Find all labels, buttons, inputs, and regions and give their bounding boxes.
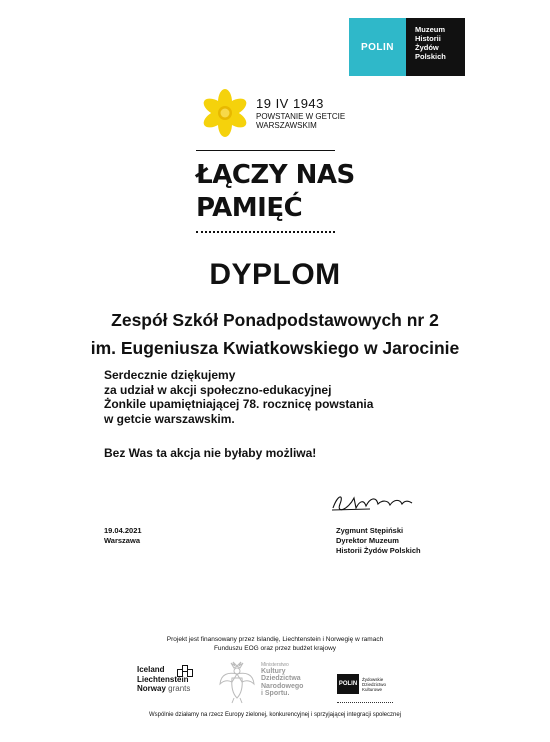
polin-heritage-logo [337, 669, 393, 699]
eea-line: Iceland [137, 665, 165, 674]
museum-name [406, 18, 465, 76]
heritage-line: Kulturowe [362, 686, 383, 692]
ministry-line: Kultury [261, 668, 286, 675]
eea-grants-suffix: grants [168, 684, 191, 693]
heritage-line: Żydowskie [362, 676, 384, 682]
eea-grid-icon [177, 665, 193, 677]
school-name-line-1: Zespół Szkół Ponadpodstawowych nr 2 [111, 310, 439, 330]
signer-name: Zygmunt Stępiński [336, 526, 404, 535]
event-line-2: WARSZAWSKIM [256, 121, 317, 130]
ministry-line: Dziedzictwa [261, 675, 301, 683]
signer-role: Dyrektor Muzeum [336, 536, 399, 545]
eea-line: Liechtenstein [137, 674, 189, 684]
funding-line-2: Funduszu EOG oraz przez budżet krajowy [213, 645, 337, 652]
ministry-line: i Sportu. [261, 690, 290, 698]
polin-small-logo: POLIN [337, 674, 359, 694]
school-name-line-2: im. Eugeniusza Kwiatkowskiego w Jarocinie [90, 338, 460, 358]
polish-eagle-emblem [218, 660, 256, 704]
footer-slogan: Wspólnie działamy na rzecz Europy zielonej, konkurencyjnej i sprzyjającej integracji społecznej [148, 712, 402, 718]
body-line: za udział w akcji społeczno-edukacyjnej [104, 383, 332, 397]
daffodil-icon [200, 88, 250, 138]
event-date: 19 IV 1943 [256, 96, 324, 111]
heritage-text [362, 677, 386, 692]
polin-museum-logo [349, 18, 465, 76]
museum-name-line: Historii [415, 34, 441, 43]
diploma-title: DYPLOM [209, 258, 341, 291]
body-line: w getcie warszawskim. [104, 412, 235, 426]
funding-line-1: Projekt jest finansowany przez Islandię, Liechtenstein i Norwegię w ramach [166, 636, 384, 643]
closing-line: Bez Was ta akcja nie byłaby możliwa! [104, 446, 317, 460]
issue-place: Warszawa [104, 536, 140, 545]
heritage-line: Dziedzictwo [362, 681, 387, 687]
issue-date: 19.04.2021 [104, 526, 142, 535]
museum-name-line: Żydów [415, 43, 439, 52]
museum-name-line: Polskich [415, 52, 446, 61]
dotted-divider [196, 231, 335, 233]
ministry-logo [261, 662, 303, 698]
dotted-divider [337, 702, 393, 703]
signature [330, 490, 415, 514]
signer-role: Historii Żydów Polskich [336, 546, 421, 555]
body-line: Serdecznie dziękujemy [104, 368, 236, 382]
eea-line: Norway [137, 684, 166, 693]
divider [196, 150, 335, 151]
event-line-1: POWSTANIE W GETCIE [256, 112, 346, 121]
polin-logo-text: POLIN [360, 41, 395, 53]
body-line: Żonkile upamiętniającej 78. rocznicę powstania [104, 397, 374, 411]
ministry-line: Ministerstwo [261, 662, 289, 668]
slogan-line-2: PAMIĘĆ [196, 193, 303, 223]
museum-name-line: Muzeum [415, 25, 445, 34]
ministry-line: Narodowego [261, 682, 304, 690]
slogan-line-1: ŁĄCZY NAS [196, 160, 355, 190]
eea-grants-logo [137, 665, 217, 701]
